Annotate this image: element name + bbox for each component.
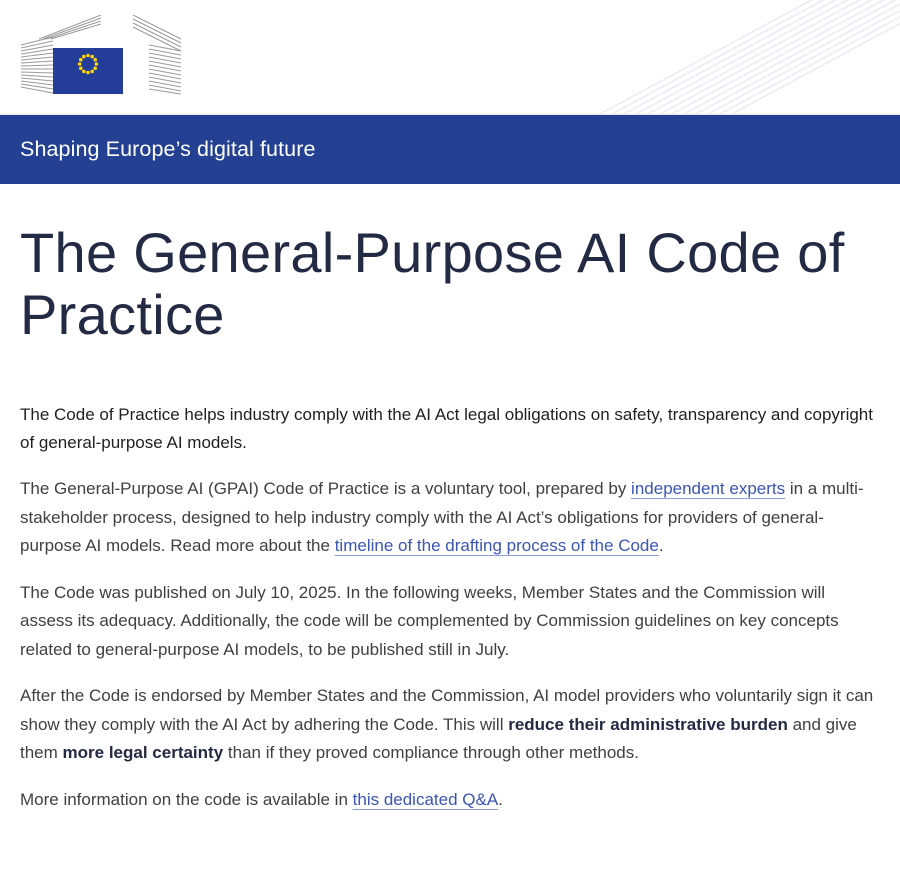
page-title: The General-Purpose AI Code of Practice (20, 221, 845, 346)
drafting-timeline-link[interactable]: timeline of the drafting process of the Code (334, 536, 659, 555)
independent-experts-link[interactable]: independent experts (631, 479, 786, 498)
emphasis-certainty: more legal certainty (62, 743, 224, 762)
european-commission-logo[interactable] (19, 15, 183, 100)
site-name-link[interactable]: Shaping Europe’s digital future (20, 137, 316, 161)
header-decoration (580, 0, 900, 114)
text: . (498, 789, 503, 809)
dedicated-qa-link[interactable]: this dedicated Q&A (352, 789, 499, 809)
text: . (658, 536, 664, 555)
site-header (0, 0, 900, 115)
paragraph-publication: The Code was published on July 10, 2025. In the following weeks, Member States and the Commission will assess its adequacy. Additionally, the code will be complemented by Commission guidelines on key concepts related to general-purpose AI models, to be published still in July. (20, 582, 839, 659)
paragraph-gpai-intro (20, 475, 880, 561)
site-name-bar (0, 115, 900, 184)
paragraph-more-info (20, 786, 880, 815)
paragraph-endorsement (20, 682, 880, 768)
emphasis-burden: reduce their administrative burden (508, 714, 788, 734)
lead-paragraph: The Code of Practice helps industry comply with the AI Act legal obligations on safety, transparency and copyright of general-purpose AI models. (20, 405, 873, 452)
text: in a multi-stakeholder process, designed to help industry comply with the AI Act’s obligations for providers of general-purpose AI models. Read more about the (20, 479, 864, 555)
main-content (0, 222, 900, 814)
text: After the Code is endorsed by Member States and the Commission, AI model providers who voluntarily sign it can show they comply with the AI Act by adhering the Code. This will (20, 686, 874, 734)
text: and give them (20, 714, 857, 762)
text: than if they proved compliance through other methods. (223, 743, 639, 762)
european-commission-logo-icon (19, 15, 183, 95)
text: The General-Purpose AI (GPAI) Code of Practice is a voluntary tool, prepared by (20, 479, 632, 498)
text: More information on the code is available in (20, 789, 353, 809)
